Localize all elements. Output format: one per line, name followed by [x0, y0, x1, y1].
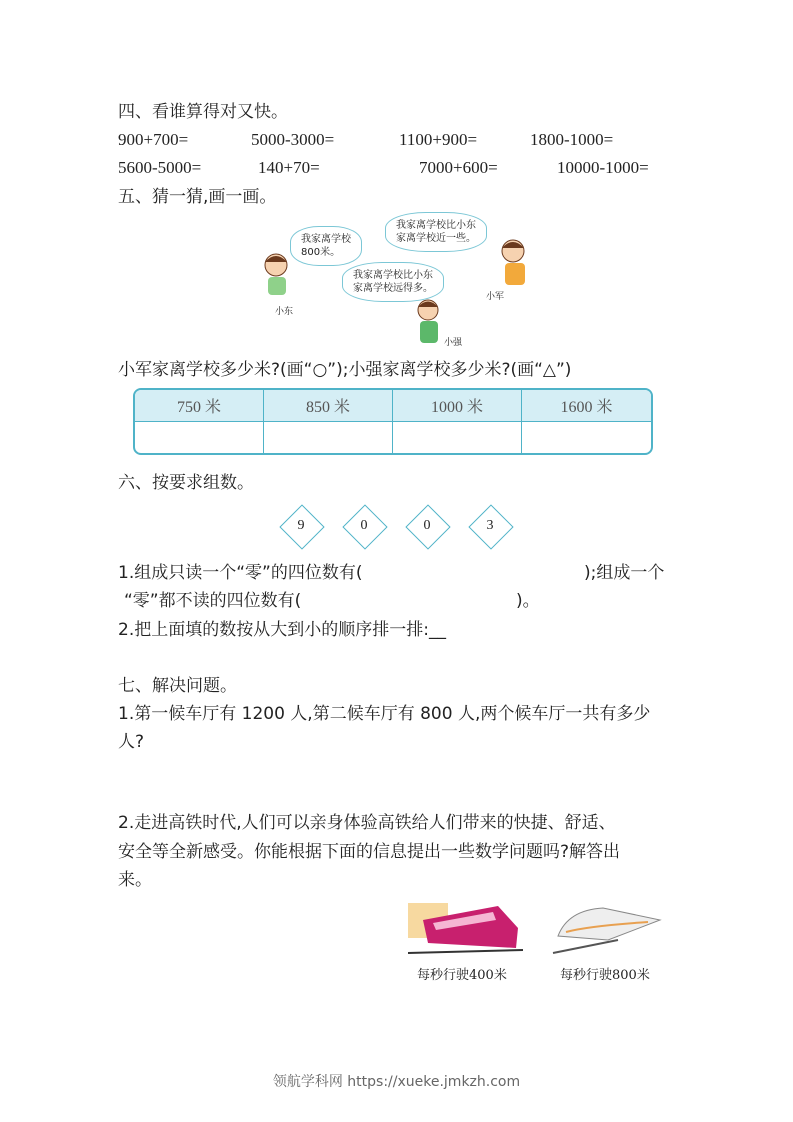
equation: 140+70= — [258, 158, 320, 177]
bubble-line: 家离学校远得多。 — [353, 283, 433, 294]
option-cell: 1000 米 — [393, 390, 522, 422]
train-caption: 每秒行驶400米 — [417, 968, 507, 983]
section6-q1-cont: “零”都不读的四位数有( — [124, 591, 302, 611]
bubble-line: 家离学校近一些。 — [396, 233, 476, 244]
section7-q1-line: 1.第一候车厅有 1200 人,第二候车厅有 800 人,两个候车厅一共有多少 — [118, 704, 651, 724]
equation: 5600-5000= — [118, 158, 202, 177]
equation: 10000-1000= — [557, 158, 649, 177]
answer-cell[interactable] — [264, 422, 393, 453]
option-cell: 850 米 — [264, 390, 393, 422]
digit-card — [468, 504, 512, 548]
equation: 1100+900= — [399, 130, 478, 149]
digit: 3 — [486, 518, 494, 533]
section5-question: 小军家离学校多少米?(画“○”);小强家离学校多少米?(画“△”) — [118, 360, 572, 380]
speech-bubble-xiaodong — [290, 226, 362, 266]
bubble-line: 我家离学校 — [301, 234, 351, 245]
boy-xiaojun-figure — [493, 236, 533, 288]
digit: 9 — [297, 518, 305, 533]
name-label: 小强 — [444, 338, 463, 348]
section7-q2-line: 来。 — [118, 870, 152, 890]
section5-title: 五、猜一猜,画一画。 — [118, 187, 277, 207]
digit-card — [342, 504, 386, 548]
section7-q1-line: 人? — [118, 732, 145, 752]
section6-q2: 2.把上面填的数按从大到小的顺序排一排:__ — [118, 620, 446, 640]
answer-cell[interactable] — [135, 422, 264, 453]
section7-q2-line: 安全等全新感受。你能根据下面的信息提出一些数学问题吗?解答出 — [118, 842, 621, 862]
digit: 0 — [423, 518, 431, 533]
equation: 900+700= — [118, 130, 189, 149]
equation: 5000-3000= — [251, 130, 335, 149]
section6-title: 六、按要求组数。 — [118, 473, 254, 493]
equation: 1800-1000= — [530, 130, 614, 149]
section6-q1-start: 1.组成只读一个“零”的四位数有( — [118, 563, 363, 583]
option-cell: 1600 米 — [522, 390, 651, 422]
train-caption: 每秒行驶800米 — [560, 968, 650, 983]
name-label: 小军 — [486, 292, 505, 302]
bubble-line: 800米。 — [301, 247, 341, 258]
speech-bubble-xiaojun — [385, 212, 487, 252]
section4-title: 四、看谁算得对又快。 — [118, 102, 288, 122]
bubble-line: 我家离学校比小东 — [353, 270, 433, 281]
section7-q2-line: 2.走进高铁时代,人们可以亲身体验高铁给人们带来的快捷、舒适、 — [118, 813, 616, 833]
digit-card — [405, 504, 449, 548]
footer-watermark: 领航学科网 https://xueke.jmkzh.com — [272, 1074, 521, 1090]
answer-cell[interactable] — [522, 422, 651, 453]
section6-q1-end: )。 — [516, 591, 540, 611]
high-speed-train-image — [548, 898, 663, 958]
answer-cell[interactable] — [393, 422, 522, 453]
section6-q1-mid: );组成一个 — [584, 563, 665, 583]
distance-options-table — [133, 388, 653, 455]
section7-title: 七、解决问题。 — [118, 676, 237, 696]
bubble-line: 我家离学校比小东 — [396, 220, 476, 231]
equation: 7000+600= — [419, 158, 498, 177]
digit-card — [279, 504, 323, 548]
option-cell: 750 米 — [135, 390, 264, 422]
boy-xiaodong-figure — [258, 250, 298, 302]
red-train-image — [408, 898, 523, 958]
digit: 0 — [360, 518, 368, 533]
name-label: 小东 — [275, 307, 294, 317]
